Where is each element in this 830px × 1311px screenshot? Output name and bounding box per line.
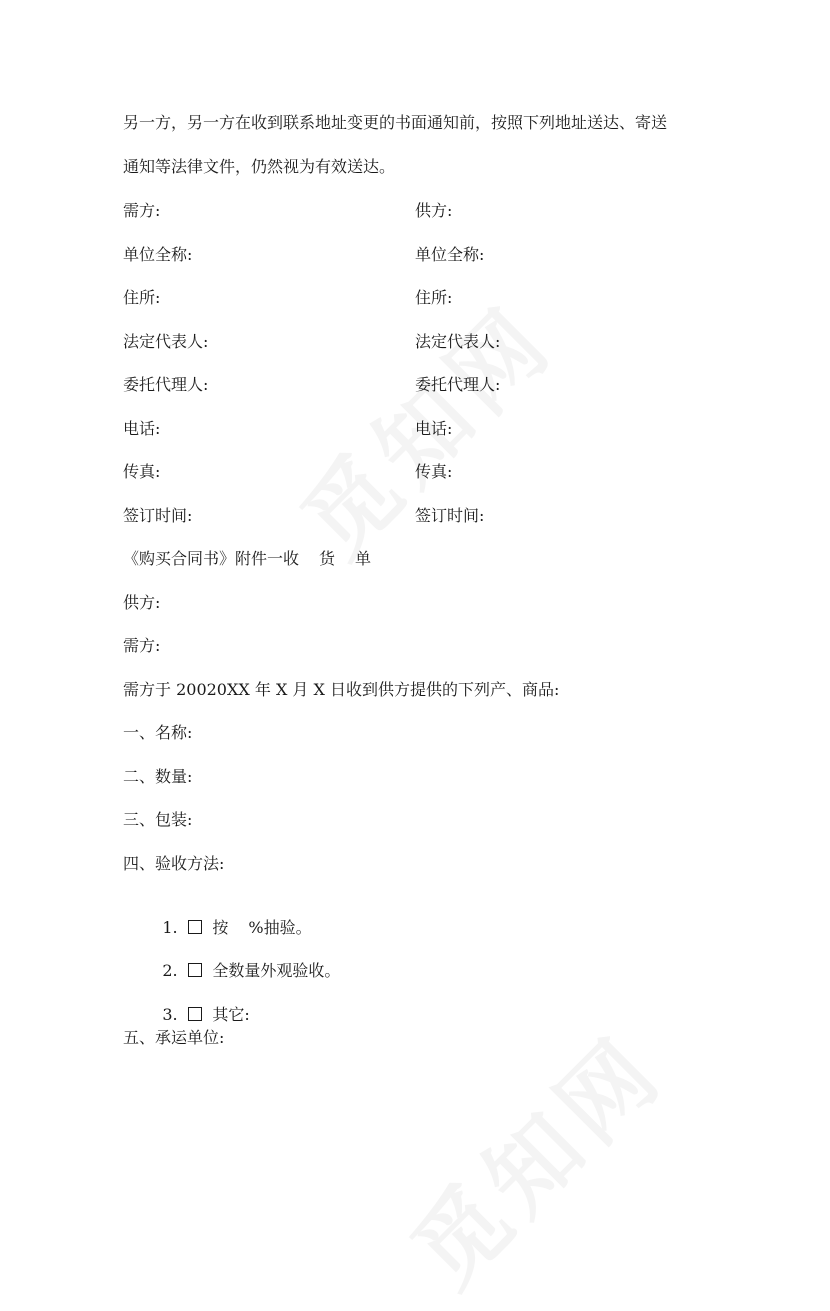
- supplier-sign-date: 签订时间:: [415, 506, 485, 525]
- method-text: 其它:: [212, 1005, 250, 1024]
- receipt-statement: 需方于 20020XX 年 X 月 X 日收到供方提供的下列产、商品:: [123, 680, 560, 699]
- annex-title-prefix: 《购买合同书》附件一收: [123, 549, 300, 568]
- watermark: [378, 1001, 688, 1311]
- supplier-label: 供方:: [415, 201, 453, 220]
- supplier-phone: 电话:: [415, 419, 453, 438]
- buyer-agent: 委托代理人:: [123, 375, 209, 394]
- buyer-legal-rep: 法定代表人:: [123, 332, 209, 351]
- checkbox[interactable]: [188, 920, 202, 934]
- buyer-phone: 电话:: [123, 419, 161, 438]
- annex-supplier: 供方:: [123, 593, 161, 612]
- checkbox[interactable]: [188, 1007, 202, 1021]
- intro-line-1: 另一方，另一方在收到联系地址变更的书面通知前，按照下列地址送达、寄送: [123, 113, 668, 132]
- buyer-address: 住所:: [123, 288, 161, 307]
- item-packing: 三、包装:: [123, 810, 193, 829]
- annex-title-char: 货: [319, 549, 336, 568]
- method-text: %抽验。: [248, 918, 312, 937]
- method-text: 全数量外观验收。: [212, 961, 341, 980]
- supplier-fax: 传真:: [415, 462, 453, 481]
- buyer-sign-date: 签订时间:: [123, 506, 193, 525]
- item-name: 一、名称:: [123, 723, 193, 742]
- annex-title: [123, 549, 371, 569]
- supplier-address: 住所:: [415, 288, 453, 307]
- method-number: 3.: [162, 1005, 178, 1024]
- item-acceptance: 四、验收方法:: [123, 854, 225, 873]
- supplier-legal-rep: 法定代表人:: [415, 332, 501, 351]
- supplier-company-name: 单位全称:: [415, 245, 485, 264]
- item-carrier: 五、承运单位:: [123, 1028, 225, 1047]
- checkbox[interactable]: [188, 963, 202, 977]
- buyer-label: 需方:: [123, 201, 161, 220]
- intro-line-2: 通知等法律文件，仍然视为有效送达。: [123, 157, 396, 176]
- annex-title-char: 单: [355, 549, 372, 568]
- method-number: 2.: [162, 961, 178, 980]
- method-number: 1.: [162, 918, 178, 937]
- annex-buyer: 需方:: [123, 636, 161, 655]
- buyer-fax: 传真:: [123, 462, 161, 481]
- supplier-agent: 委托代理人:: [415, 375, 501, 394]
- method-text: 按: [212, 918, 229, 937]
- buyer-company-name: 单位全称:: [123, 245, 193, 264]
- item-quantity: 二、数量:: [123, 767, 193, 786]
